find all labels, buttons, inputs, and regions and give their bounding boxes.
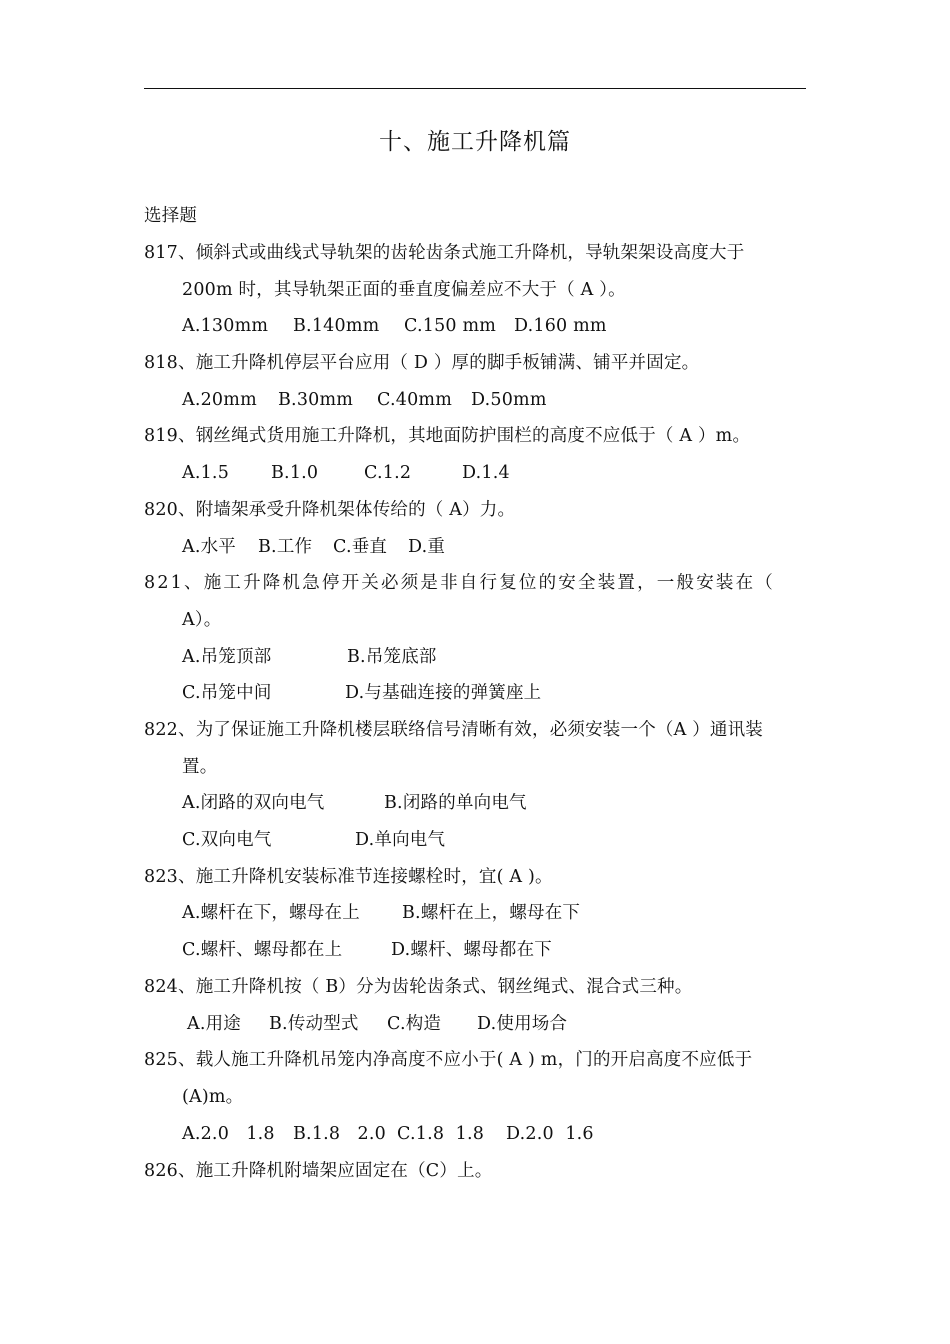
option-b: B.传动型式	[269, 1014, 359, 1034]
option-d: D.1.4	[462, 463, 510, 483]
option-c: C.150 mm	[404, 316, 497, 336]
question-820-text: 820、附墙架承受升降机架体传给的（ A）力。	[144, 500, 516, 520]
option-d: D.使用场合	[477, 1014, 568, 1034]
option-b: B.闭路的单向电气	[384, 793, 527, 813]
question-821-text: 821、施工升降机急停开关必须是非自行复位的安全装置，一般安装在（	[144, 573, 775, 593]
question-820-options	[182, 534, 782, 560]
option-a: A.20mm	[182, 390, 257, 410]
question-825-text: 825、载人施工升降机吊笼内净高度不应小于( A ) m，门的开启高度不应低于	[144, 1050, 753, 1070]
option-c: C.垂直	[333, 537, 388, 557]
option-b: B.工作	[258, 537, 313, 557]
option-a: A.用途	[187, 1014, 242, 1034]
option-a: A.2.0 1.8	[182, 1124, 275, 1144]
question-817-text-cont: 200m 时，其导轨架正面的垂直度偏差应不大于（ A ）。	[182, 280, 626, 300]
option-d: D.160 mm	[514, 316, 607, 336]
section-type-label: 选择题	[144, 206, 198, 226]
option-a: A.螺杆在下，螺母在上	[182, 903, 360, 923]
option-d: D.单向电气	[355, 830, 446, 850]
question-826-text: 826、施工升降机附墙架应固定在（C）上。	[144, 1161, 493, 1181]
header-rule	[144, 88, 806, 89]
question-822-text-cont: 置。	[182, 757, 218, 777]
question-825-text-cont: (A)m。	[182, 1087, 244, 1107]
question-821-text-cont: A）。	[182, 610, 222, 630]
option-c: C.双向电气	[182, 830, 272, 850]
option-a: A.130mm	[182, 316, 269, 336]
question-821-options-row2	[182, 680, 782, 706]
option-a: A.闭路的双向电气	[182, 793, 325, 813]
option-c: C.吊笼中间	[182, 683, 272, 703]
option-a: A.水平	[182, 537, 237, 557]
option-b: B.30mm	[278, 390, 354, 410]
question-821-options-row1	[182, 644, 782, 670]
option-b: B.螺杆在上，螺母在下	[402, 903, 581, 923]
option-d: D.50mm	[471, 390, 547, 410]
option-b: B.1.0	[271, 463, 319, 483]
option-c: C.构造	[387, 1014, 442, 1034]
question-819-text: 819、钢丝绳式货用施工升降机，其地面防护围栏的高度不应低于（ A ）m。	[144, 426, 751, 446]
option-b: B.140mm	[293, 316, 380, 336]
option-d: D.与基础连接的弹簧座上	[345, 683, 542, 703]
option-c: C.40mm	[377, 390, 452, 410]
option-c: C.螺杆、螺母都在上	[182, 940, 343, 960]
option-b: B.吊笼底部	[347, 647, 437, 667]
page-title: 十、施工升降机篇	[379, 129, 571, 155]
question-817-text: 817、倾斜式或曲线式导轨架的齿轮齿条式施工升降机，导轨架架设高度大于	[144, 243, 745, 263]
option-c: C.1.8 1.8	[397, 1124, 485, 1144]
question-825-options	[182, 1121, 782, 1147]
question-817-options	[182, 313, 782, 339]
question-823-options-row1	[182, 900, 782, 926]
question-819-options	[182, 460, 782, 486]
option-c: C.1.2	[364, 463, 412, 483]
option-d: D.2.0 1.6	[506, 1124, 594, 1144]
question-823-text: 823、施工升降机安装标准节连接螺栓时，宜( A )。	[144, 867, 553, 887]
question-824-options	[182, 1011, 782, 1037]
question-822-options-row2	[182, 827, 782, 853]
option-a: A.1.5	[182, 463, 230, 483]
question-818-text: 818、施工升降机停层平台应用（ D ）厚的脚手板铺满、铺平并固定。	[144, 353, 700, 373]
question-822-text: 822、为了保证施工升降机楼层联络信号清晰有效，必须安装一个（A ）通讯装	[144, 720, 764, 740]
question-824-text: 824、施工升降机按（ B）分为齿轮齿条式、钢丝绳式、混合式三种。	[144, 977, 693, 997]
question-822-options-row1	[182, 790, 782, 816]
option-d: D.螺杆、螺母都在下	[391, 940, 552, 960]
question-823-options-row2	[182, 937, 782, 963]
question-818-options	[182, 387, 782, 413]
option-b: B.1.8 2.0	[293, 1124, 386, 1144]
option-a: A.吊笼顶部	[182, 647, 272, 667]
option-d: D.重	[408, 537, 446, 557]
